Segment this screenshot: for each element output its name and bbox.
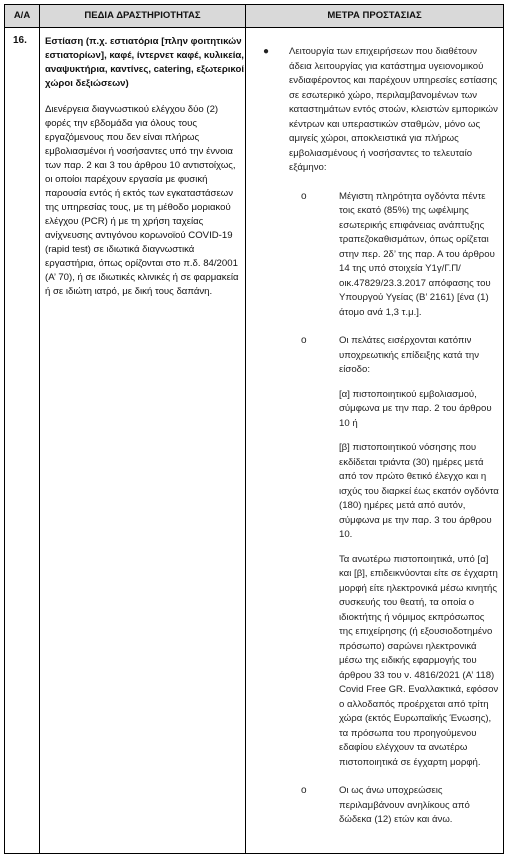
column-divider-2 [245,5,246,853]
paragraph-cert-display: Τα ανωτέρω πιστοποιητικά, υπό [α] και [β], επιδεικνύονται είτε σε έγχαρτη μορφή είτε ηλεκτρονικά μέσω κινητής συσκευής του θεατή, τα οποία ο ιδιοκτήτης ή νόμιμος εκπρόσωπος της επιχείρησης (ή εξουσιοδοτημένο πρόσωπο) σαρώνει ηλεκτρονικά μέσω της ειδικής εφαρμογής του άρθρου 33 του ν. 4816/2021 (Α’ 118) Covid Free GR. Εναλλακτικά, εφόσον ο αλλοδαπός προέρχεται από τρίτη χώρα (εκτός Ευρωπαϊκής Ένωσης), τα πρόσωπα του προηγούμενου εδαφίου ελέγχουν τα ανωτέρω πιστοποιητικά σε έγχαρτη μορφή. [339,553,499,768]
sub-item-capacity [255,190,500,321]
measure-bullet [255,45,500,176]
circle-bullet-icon: o [301,190,307,202]
measures-intro: Λειτουργία των επιχειρήσεων που διαθέτουν άδεια λειτουργίας για κατάστημα υγειονομικού ενδιαφέροντος και παρέχουν υπηρεσίες εστίασης σε εσωτερικό χώρο, περιλαμβανομένων των καταστημάτων εντός στοών, κλειστών εμπορικών κέντρων και υπεραστικών σταθμών, μόνο ως αμιγείς χώροι, αποκλειστικά για πλήρως εμβολιασμένους ή νοσήσαντες το τελευταίο εξάμηνο: [289,46,498,173]
sub-item-entry [255,334,500,378]
measures-table [4,4,504,854]
activity-text: Διενέργεια διαγνωστικού ελέγχου δύο (2) φορές την εβδομάδα για όλους τους εργαζόμενους που δεν είναι πλήρως εμβολιασμένοι ή νοσήσαντες υπό την έννοια των παρ. 2 και 3 του άρθρου 10 αντιστοίχως, οι οποίοι παρέχουν εργασία με φυσική παρουσία εντός ή εκτός των εγκαταστάσεων της υπηρεσίας τους, με τη μέθοδο μοριακού ελέγχου (PCR) ή με τη χρήση ταχείας ανίχνευσης αντιγόνου κορωνοϊού COVID-19 (rapid test) σε ιδιωτικά διαγνωστικά εργαστήρια, όπως ορίζονται στο π.δ. 84/2001 (Α’ 70), ή σε ιδιωτικές κλινικές ή σε φαρμακεία ή σε ιδιώτη ιατρό, με δική τους δαπάνη. [45,104,239,297]
paragraph-vaccination-cert: [α] πιστοποιητικού εμβολιασμού, σύμφωνα με την παρ. 2 του άρθρου 10 ή [339,388,492,429]
row-number: 16. [13,35,27,46]
header-fields: ΠΕΔΙΑ ΔΡΑΣΤΗΡΙΟΤΗΤΑΣ [84,10,201,21]
sub-item-capacity-text: Μέγιστη πληρότητα ογδόντα πέντε τοις εκατό (85%) της ωφέλιμης εσωτερικής επιφάνειας ανάπτυξης τραπεζοκαθισμάτων, όπως ορίζεται στην περ. 2δ’ της παρ. Α του άρθρου 14 της υπό στοιχεία Υ1γ/Γ.Π/οικ.47829/23.3.2017 απόφασης του Υπουργού Υγείας (Β’ 2161) [ένα (1) άτομο ανά 1,3 τ.μ.]. [339,190,495,318]
table-header [5,5,503,28]
activity-cell [45,35,245,299]
paragraph-recovery-cert: [β] πιστοποιητικού νόσησης που εκδίδεται τριάντα (30) ημέρες μετά από τον πρώτο θετικό έλεγχο και η ισχύς του διαρκεί έως εκατόν ογδόντα (180) ημέρες μετά από αυτόν, σύμφωνα με την παρ. 3 του άρθρου 10. [339,442,499,540]
sub-item-minors-text: Οι ως άνω υποχρεώσεις περιλαμβάνουν ανηλίκους από δώδεκα (12) ετών και άνω. [339,785,470,825]
activity-title: Εστίαση (π.χ. εστιατόρια [πλην φοιτητικών εστιατορίων], καφέ, ίντερνετ καφέ, κυλικεία, αναψυκτήρια, καντίνες, catering, εξωτερικοί χώροι δεξιώσεων) [45,36,244,89]
measures-cell [255,45,500,828]
circle-bullet-icon: o [301,335,307,346]
header-aa: Α/Α [13,10,31,21]
header-measures: ΜΕΤΡΑ ΠΡΟΣΤΑΣΙΑΣ [327,10,422,21]
sub-item-entry-text: Οι πελάτες εισέρχονται κατόπιν υποχρεωτικής επίδειξης κατά την είσοδο: [339,335,479,375]
sub-item-minors [255,784,500,828]
circle-bullet-icon: o [301,785,307,796]
column-divider-1 [39,5,40,853]
bullet-dot-icon: ● [263,46,270,57]
